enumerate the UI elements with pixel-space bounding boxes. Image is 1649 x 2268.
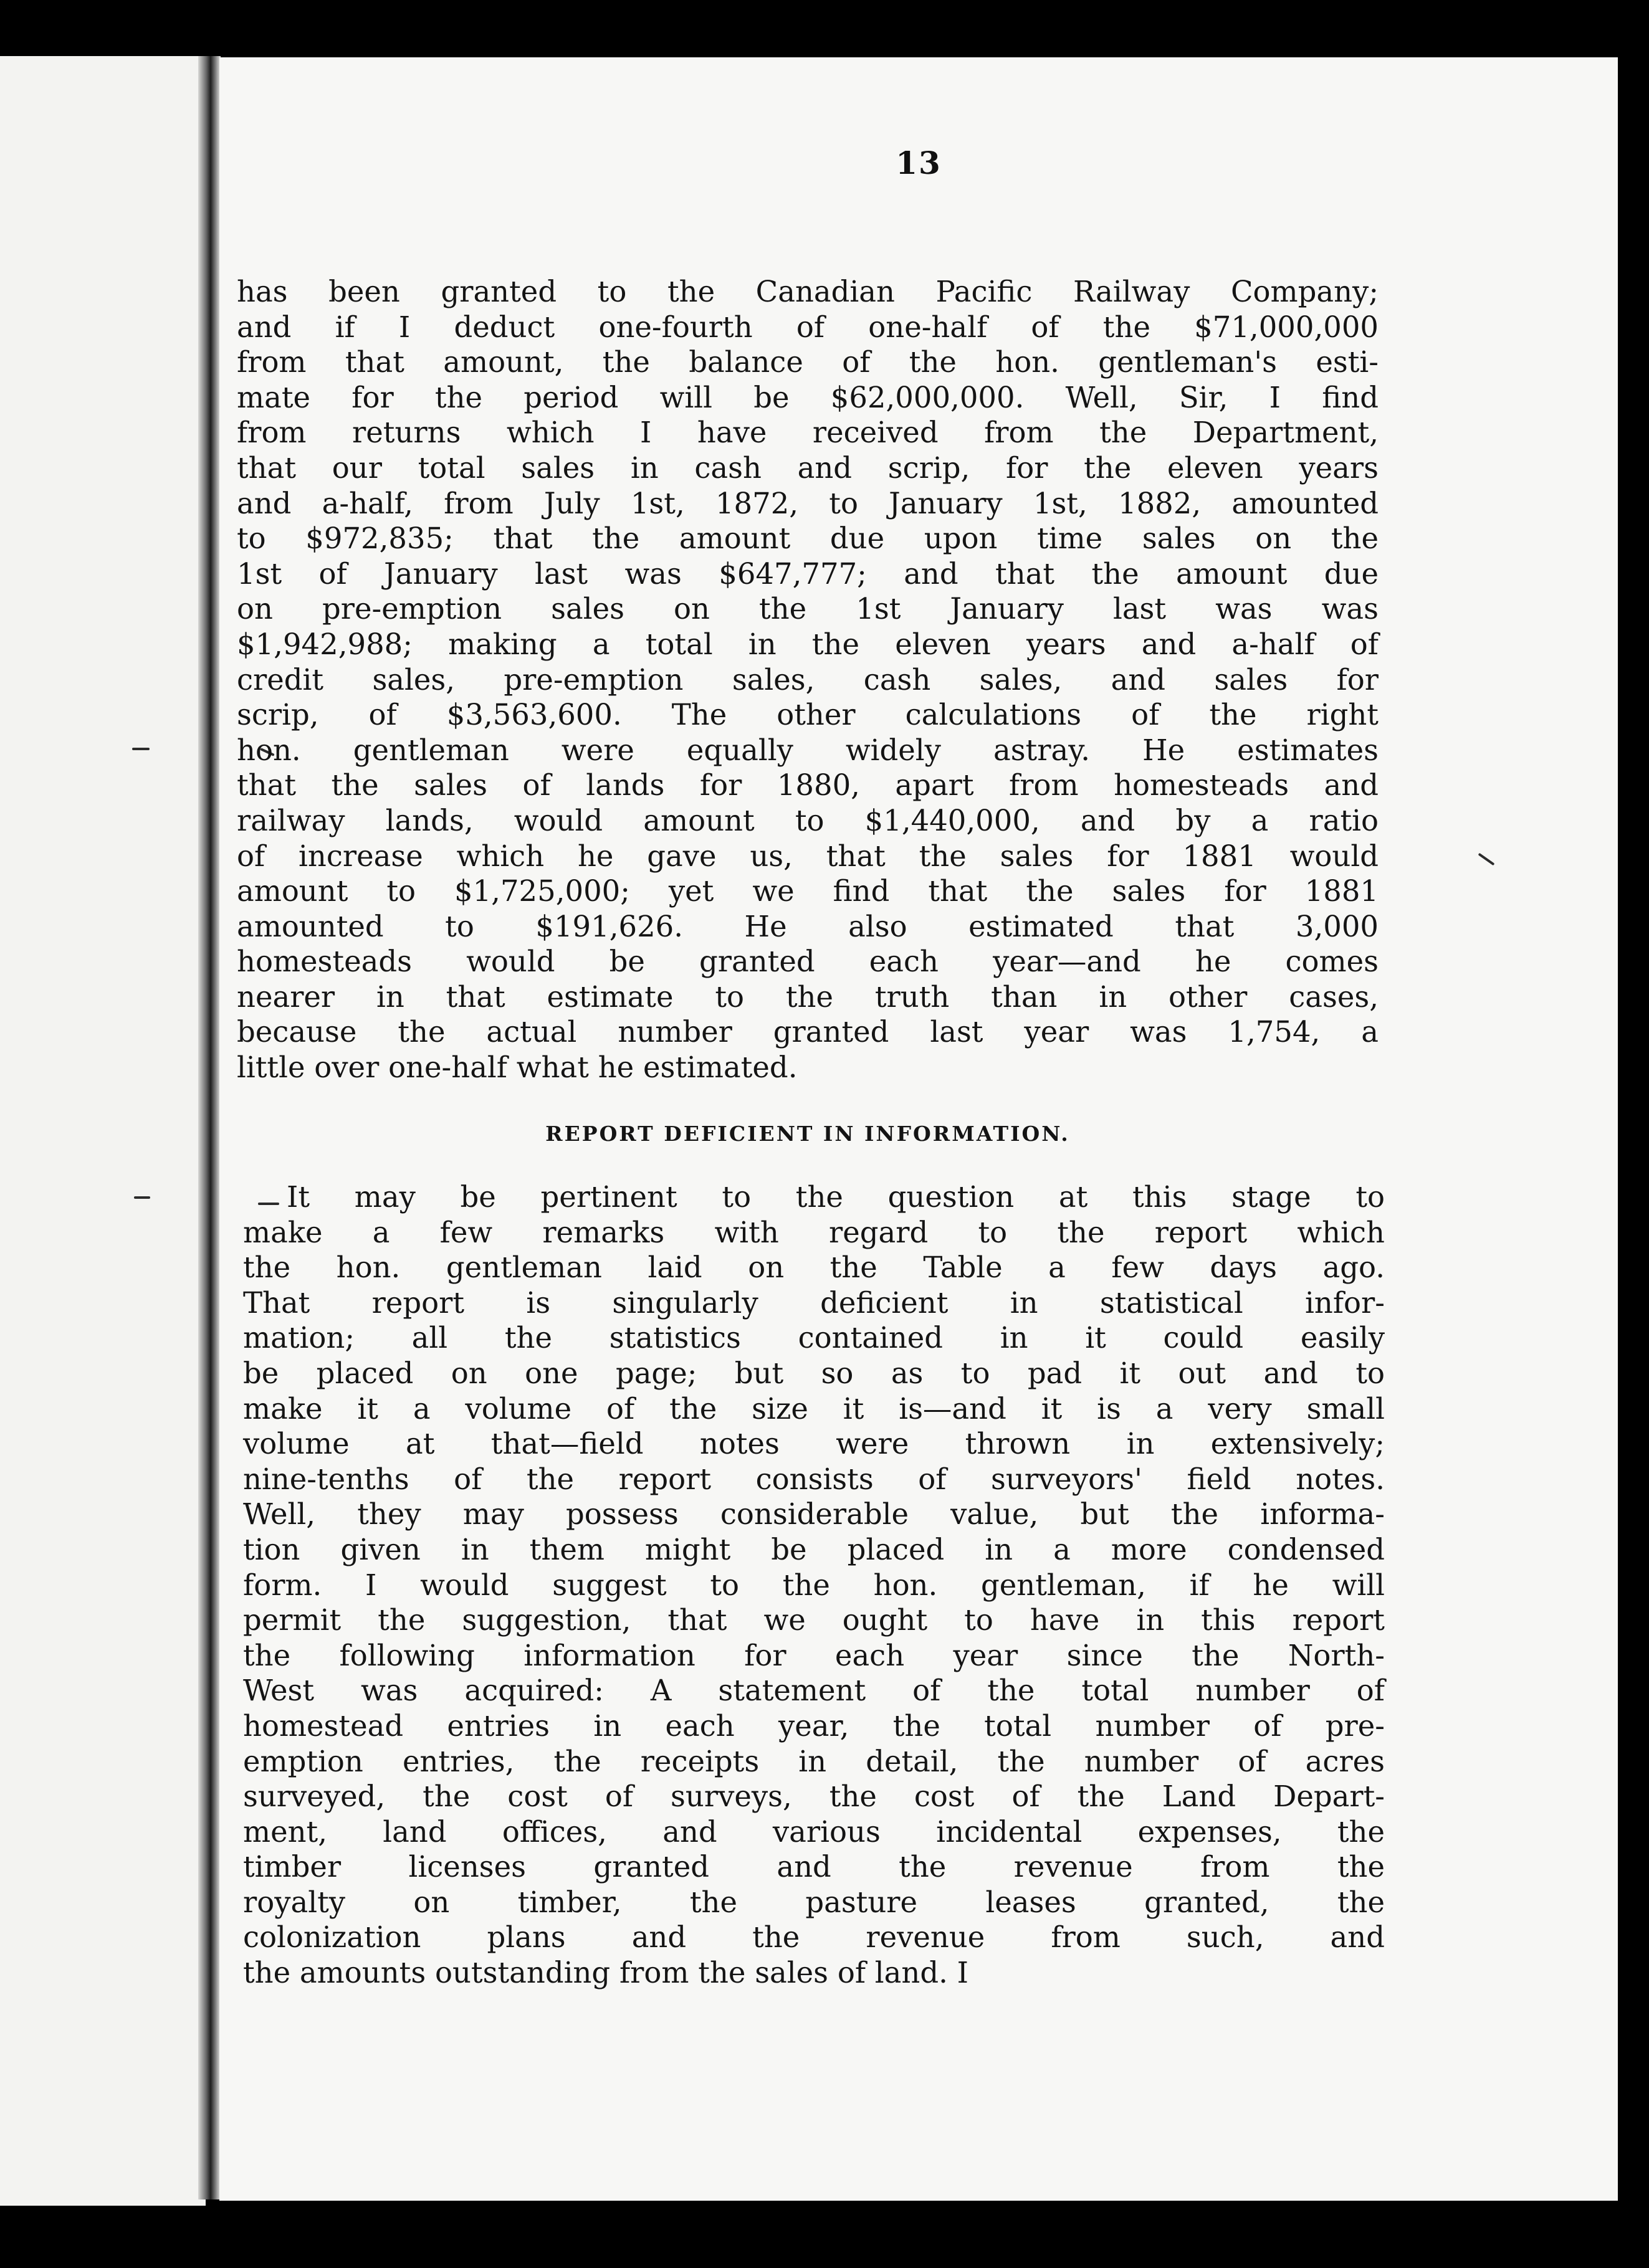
- text-line: $1,942,988; making a total in the eleven years and a-half of: [237, 627, 1379, 661]
- text-line: It may be pertinent to the question at this stage to: [287, 1180, 1385, 1214]
- text-line: royalty on timber, the pasture leases granted, the: [243, 1885, 1385, 1919]
- text-line: nine-tenths of the report consists of surveyors' field notes.: [243, 1462, 1385, 1496]
- text-line: credit sales, pre-emption sales, cash sales, and sales for: [237, 662, 1379, 697]
- text-line: mate for the period will be $62,000,000. Well, Sir, I find: [237, 380, 1379, 414]
- text-line: That report is singularly deficient in statistical infor-: [243, 1285, 1385, 1320]
- text-line: volume at that—field notes were thrown in extensively;: [243, 1427, 1385, 1461]
- text-line: ment, land offices, and various incidental expenses, the: [243, 1814, 1385, 1849]
- text-line: that our total sales in cash and scrip, for the eleven years: [237, 450, 1379, 485]
- text-line: amount to $1,725,000; yet we find that the sales for 1881: [237, 874, 1379, 908]
- text-line: form. I would suggest to the hon. gentleman, if he will: [243, 1568, 1385, 1602]
- text-line: from returns which I have received from the Department,: [237, 416, 1379, 450]
- text-line: because the actual number granted last year was 1,754, a: [237, 1015, 1379, 1049]
- text-line: colonization plans and the revenue from such, and: [243, 1920, 1385, 1955]
- margin-tick-mark: [1478, 853, 1495, 865]
- text-line: Well, they may possess considerable value, but the informa-: [243, 1497, 1385, 1532]
- text-line: on pre-emption sales on the 1st January last was was: [237, 592, 1379, 626]
- text-line: be placed on one page; but so as to pad it out and to: [243, 1356, 1385, 1390]
- text-line: 1st of January last was $647,777; and that the amount due: [237, 556, 1379, 591]
- text-line: the hon. gentleman laid on the Table a few days ago.: [243, 1251, 1385, 1285]
- text-line: hon. gentleman were equally widely astray. He estimates: [237, 733, 1379, 767]
- binding-gutter: [198, 56, 221, 2199]
- text-line: timber licenses granted and the revenue from the: [243, 1850, 1385, 1884]
- text-line: homesteads would be granted each year—and he comes: [237, 945, 1379, 979]
- text-line: and a-half, from July 1st, 1872, to January 1st, 1882, amounted: [237, 486, 1379, 520]
- text-line: and if I deduct one-fourth of one-half of the $71,000,000: [237, 310, 1379, 344]
- margin-tick-mark: [132, 748, 150, 750]
- text-line: make it a volume of the size it is—and it is a very small: [243, 1391, 1385, 1426]
- margin-tick-mark: [134, 1196, 150, 1199]
- text-line: to $972,835; that the amount due upon time sales on the: [237, 522, 1379, 556]
- page-number: 13: [896, 145, 942, 181]
- text-line: nearer in that estimate to the truth than in other cases,: [237, 979, 1379, 1014]
- text-line: scrip, of $3,563,600. The other calculations of the right: [237, 698, 1379, 732]
- text-line: that the sales of lands for 1880, apart from homesteads and: [237, 768, 1379, 803]
- text-line: from that amount, the balance of the hon. gentleman's esti-: [237, 345, 1379, 379]
- text-line: emption entries, the receipts in detail, the number of acres: [243, 1744, 1385, 1778]
- text-line: amounted to $191,626. He also estimated that 3,000: [237, 909, 1379, 943]
- text-line: tion given in them might be placed in a more condensed: [243, 1532, 1385, 1566]
- text-line: permit the suggestion, that we ought to have in this report: [243, 1603, 1385, 1637]
- text-line: the following information for each year since the North-: [243, 1638, 1385, 1672]
- body-paragraph-1: [237, 274, 1379, 1085]
- left-facing-page: [0, 56, 206, 2206]
- text-line: West was acquired: A statement of the total number of: [243, 1674, 1385, 1708]
- text-line: homestead entries in each year, the total number of pre-: [243, 1708, 1385, 1743]
- text-line: the amounts outstanding from the sales of land. I: [243, 1956, 969, 1990]
- text-line: of increase which he gave us, that the sales for 1881 would: [237, 839, 1379, 873]
- text-line: has been granted to the Canadian Pacific Railway Company;: [237, 275, 1379, 308]
- text-line: little over one-half what he estimated.: [237, 1051, 798, 1085]
- text-line: mation; all the statistics contained in it could easily: [243, 1321, 1385, 1355]
- section-heading: REPORT DEFICIENT IN INFORMATION.: [545, 1122, 1070, 1146]
- text-line: railway lands, would amount to $1,440,000, and by a ratio: [237, 803, 1379, 837]
- body-paragraph-2: [243, 1179, 1385, 1991]
- text-line: surveyed, the cost of surveys, the cost of the Land Depart-: [243, 1780, 1385, 1814]
- text-line: make a few remarks with regard to the report which: [243, 1215, 1385, 1249]
